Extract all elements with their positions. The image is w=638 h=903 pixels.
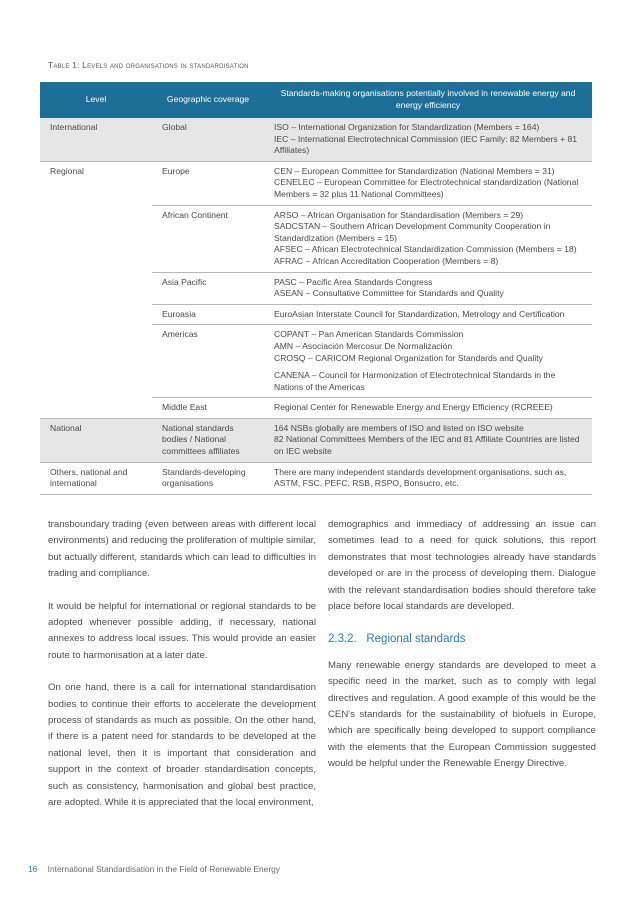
coverage-cell: Global — [152, 118, 264, 161]
orgs-cell: CEN – European Committee for Standardization (National Members = 31) CENELEC – European Committee for Electrotechnical standardization (National Members = 32 plus 11 National Committees) — [264, 161, 592, 205]
header-level: Level — [40, 82, 152, 118]
coverage-cell: National standards bodies / National committees affiliates — [152, 418, 264, 462]
orgs-cell: PASC – Pacific Area Standards Congress ASEAN – Consultative Committee for Standards and Quality — [264, 272, 592, 304]
orgs-text: COPANT – Pan American Standards Commission AMN – Asociación Mercosur De Normalización CROSQ – CARICOM Regional Organization for Standards and Quality — [274, 329, 543, 363]
standards-table — [40, 82, 592, 495]
section-heading: 2.3.2. Regional standards — [328, 633, 466, 646]
orgs-cell: There are many independent standards development organisations, such as, ASTM, FSC, PEFC, RSB, RSPO, Bonsucro, etc. — [264, 462, 592, 494]
coverage-cell: African Continent — [152, 205, 264, 272]
table-row — [40, 418, 592, 462]
left-text-column — [48, 517, 316, 828]
paragraph: It would be helpful for international or regional standards to be adopted whenever possible adding, if necessary, national annexes to address local issues. This would provide an easier route to harmonisation at a later date. — [48, 600, 316, 661]
table-caption: Table 1: Levels and organisations in standardisation — [48, 60, 249, 70]
coverage-cell: Asia Pacific — [152, 272, 264, 304]
coverage-cell: Standards-developing organisations — [152, 462, 264, 494]
paragraph: On one hand, there is a call for international standardisation bodies to continue their efforts to accelerate the development process of standards as much as possible. On the other hand, if there is a patent need for standards to be developed at the national level, then it is important that consideration and support in the context of broader standardisation concepts, such as consistency, harmonisation and global best practice, are adopted. While it is appreciated that the local environment, — [48, 682, 316, 809]
paragraph: Many renewable energy standards are developed to meet a specific need in the market, such as to comply with legal directives and regulation. A good example of this would be the CEN's standards for the sustainability of biofuels in Europe, which are specifically being developed to support compliance with the elements that the European Commission suggested would be helpful under the Renewable Energy Directive. — [328, 659, 596, 770]
table-row — [40, 161, 592, 205]
orgs-cell: EuroAsian Interstate Council for Standardization, Metrology and Certification — [264, 304, 592, 325]
orgs-cell: Regional Center for Renewable Energy and Energy Efficiency (RCREEE) — [264, 398, 592, 419]
coverage-cell: Middle East — [152, 398, 264, 419]
orgs-cell: ARSO – African Organisation for Standardisation (Members = 29) SADCSTAN – Southern African Development Community Cooperation in Standardization (Members = 15) AFSEC – African Electrotechnical Standardization Commission (Members = 18) AFRAC – African Accreditation Cooperation (Members = 8) — [264, 205, 592, 272]
right-text-column — [328, 517, 596, 789]
header-organisations: Standards-making organisations potentially involved in renewable energy and energy efficiency — [264, 82, 592, 118]
coverage-cell: Americas — [152, 325, 264, 398]
table-row — [40, 462, 592, 494]
table-row — [40, 118, 592, 161]
coverage-cell: Euroasia — [152, 304, 264, 325]
page-footer — [28, 864, 280, 874]
header-coverage: Geographic coverage — [152, 82, 264, 118]
level-cell: International — [40, 118, 152, 161]
orgs-cell — [264, 325, 592, 398]
paragraph: demographics and immediacy of addressing an issue can sometimes lead to a need for quick solutions, this report demonstrates that most technologies already have standards developed or are in the process of developing them. Dialogue with the relevant standardisation bodies should therefore take place before local standards are developed. — [328, 519, 596, 613]
level-cell: Regional — [40, 161, 152, 418]
paragraph: transboundary trading (even between areas with different local environments) and reducing the proliferation of multiple similar, but actually different, standards which can lead to difficulties in trading and compliance. — [48, 519, 316, 580]
orgs-cell: ISO – International Organization for Standardization (Members = 164) IEC – International Electrotechnical Commission (IEC Family: 82 Members + 81 Affiliates) — [264, 118, 592, 161]
orgs-note: CANENA – Council for Harmonization of Electrotechnical Standards in the Nations of the Americas — [274, 370, 556, 392]
table-header-row — [40, 82, 592, 118]
page-number: 16 — [28, 864, 38, 874]
footer-title: International Standardisation in the Field of Renewable Energy — [47, 864, 280, 874]
level-cell: Others, national and international — [40, 462, 152, 494]
orgs-cell: 164 NSBs globally are members of ISO and listed on ISO website 82 National Committees Members of the IEC and 81 Affiliate Countries are listed on IEC website — [264, 418, 592, 462]
coverage-cell: Europe — [152, 161, 264, 205]
level-cell: National — [40, 418, 152, 462]
